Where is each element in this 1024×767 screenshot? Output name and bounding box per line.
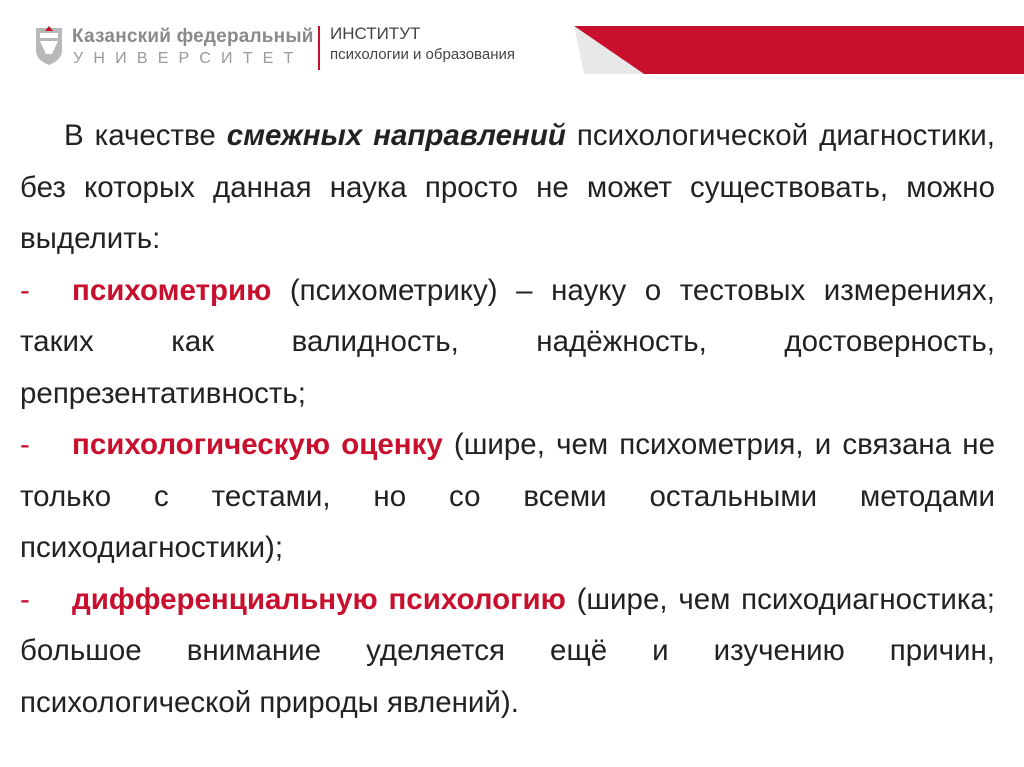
header-divider (318, 26, 320, 70)
kfu-emblem-icon (34, 24, 64, 66)
bullet-dash: - (20, 428, 30, 461)
intro-before: В качестве (64, 119, 227, 152)
university-subtitle: УНИВЕРСИТЕТ (73, 50, 304, 67)
intro-emphasis: смежных направлений (226, 119, 566, 152)
university-name: Казанский федеральный (72, 26, 314, 47)
list-item-psychometrics (20, 265, 995, 420)
list-item-differential-psychology (20, 574, 995, 729)
item-text: (психометрику) – науку о тестовых измерениях, таких как валидность, надёжность, достоверность, репрезентативность; (20, 273, 995, 410)
intro-paragraph (20, 110, 995, 265)
slide-header (0, 0, 1024, 90)
header-ribbon (574, 26, 1024, 74)
intro-after: психологической диагностики, без которых данная наука просто не может существовать, можно выделить: (20, 119, 995, 255)
bullet-dash: - (20, 273, 30, 307)
item-text: (шире, чем психодиагностика; большое внимание уделяется ещё и изучению причин, психологической природы явлений). (20, 582, 995, 719)
institute-title: ИНСТИТУТ (330, 24, 421, 43)
term-psychological-assessment: психологическую оценку (72, 428, 443, 461)
item-text: (шире, чем психометрия, и связана не только с тестами, но со всеми остальными методами психодиагностики); (20, 428, 995, 564)
slide-body (20, 110, 995, 728)
term-psychometrics: психометрию (72, 273, 272, 307)
bullet-dash: - (20, 582, 30, 616)
list-item-psychological-assessment (20, 419, 995, 574)
term-differential-psychology: дифференциальную психологию (72, 582, 566, 616)
institute-subtitle: психологии и образования (330, 46, 515, 63)
